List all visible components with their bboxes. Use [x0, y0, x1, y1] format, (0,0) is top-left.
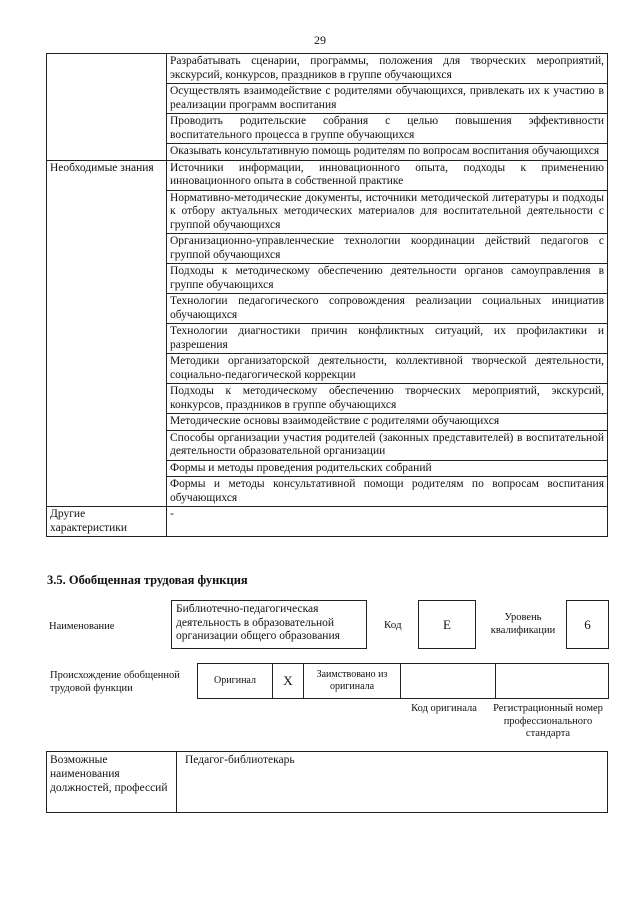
borrowed-label: Заимствовано из оригинала [304, 664, 401, 699]
list-item: Осуществлять взаимодействие с родителями обучающихся, привлекать их к участию в реализации программ воспитания [167, 84, 608, 114]
table-row [47, 54, 608, 84]
list-item: Источники информации, инновационного опыта, подходы к применению инновационного опыта в собственной практике [167, 160, 608, 190]
original-mark: X [273, 664, 304, 699]
code-original-cell [401, 664, 496, 699]
list-item: Методические основы взаимодействие с родителями обучающихся [167, 414, 608, 431]
positions-value: Педагог-библиотекарь [177, 752, 608, 813]
section-title: 3.5. Обобщенная трудовая функция [47, 573, 248, 587]
origin-label: Происхождение обобщенной трудовой функции [50, 670, 180, 694]
list-item: Проводить родительские собрания с целью повышения эффективности воспитательного процесса в группе обучающихся [167, 114, 608, 144]
list-item: Подходы к методическому обеспечению деятельности органов самоуправления в группе обучающихся [167, 264, 608, 294]
list-item: Нормативно-методические документы, источники методической литературы и подходы к отбору актуальных методических материалов для воспитательной деятельности с группой обучающихся [167, 190, 608, 234]
function-name-box: Библиотечно-педагогическая деятельность в образовательной организации общего образования [171, 600, 367, 649]
other-characteristics-value: - [167, 507, 608, 537]
empty-label-cell [47, 54, 167, 161]
reg-number-label: Регистрационный номер профессионального стандарта [493, 703, 603, 739]
other-characteristics-label: Другие характеристики [47, 507, 167, 537]
list-item: Оказывать консультативную помощь родителям по вопросам воспитания обучающихся [167, 144, 608, 161]
table-row [47, 160, 608, 190]
list-item: Подходы к методическому обеспечению творческих мероприятий, экскурсий, конкурсов, праздников в группе обучающихся [167, 384, 608, 414]
knowledge-label: Необходимые знания [47, 160, 167, 507]
table-row [47, 752, 608, 813]
list-item: Методики организаторской деятельности, коллективной творческой деятельности, социально-педагогической коррекции [167, 354, 608, 384]
list-item: Технологии диагностики причин конфликтных ситуаций, их профилактики и разрешения [167, 324, 608, 354]
qualification-level-value: 6 [566, 600, 609, 649]
origin-table [197, 663, 609, 699]
positions-table [46, 751, 608, 813]
code-original-label: Код оригинала [411, 703, 477, 714]
skills-knowledge-table [46, 53, 608, 537]
list-item: Формы и методы проведения родительских собраний [167, 460, 608, 477]
list-item: Формы и методы консультативной помощи родителям по вопросам воспитания обучающихся [167, 477, 608, 507]
reg-number-cell [496, 664, 609, 699]
name-label: Наименование [49, 621, 115, 632]
list-item: Способы организации участия родителей (законных представителей) в воспитательной деятельности образовательной организации [167, 430, 608, 460]
page-number: 29 [314, 33, 326, 47]
list-item: Технологии педагогического сопровождения реализации социальных инициатив обучающихся [167, 294, 608, 324]
list-item: Разрабатывать сценарии, программы, положения для творческих мероприятий, экскурсий, конкурсов, праздников в группе обучающихся [167, 54, 608, 84]
table-row [47, 507, 608, 537]
code-value: E [418, 600, 476, 649]
positions-label: Возможные наименования должностей, профессий [47, 752, 177, 813]
code-label: Код [384, 619, 402, 631]
original-label: Оригинал [198, 664, 273, 699]
qualification-level-label: Уровень квалификации [490, 612, 556, 636]
list-item: Организационно-управленческие технологии координации действий педагогов с группой обучающихся [167, 234, 608, 264]
